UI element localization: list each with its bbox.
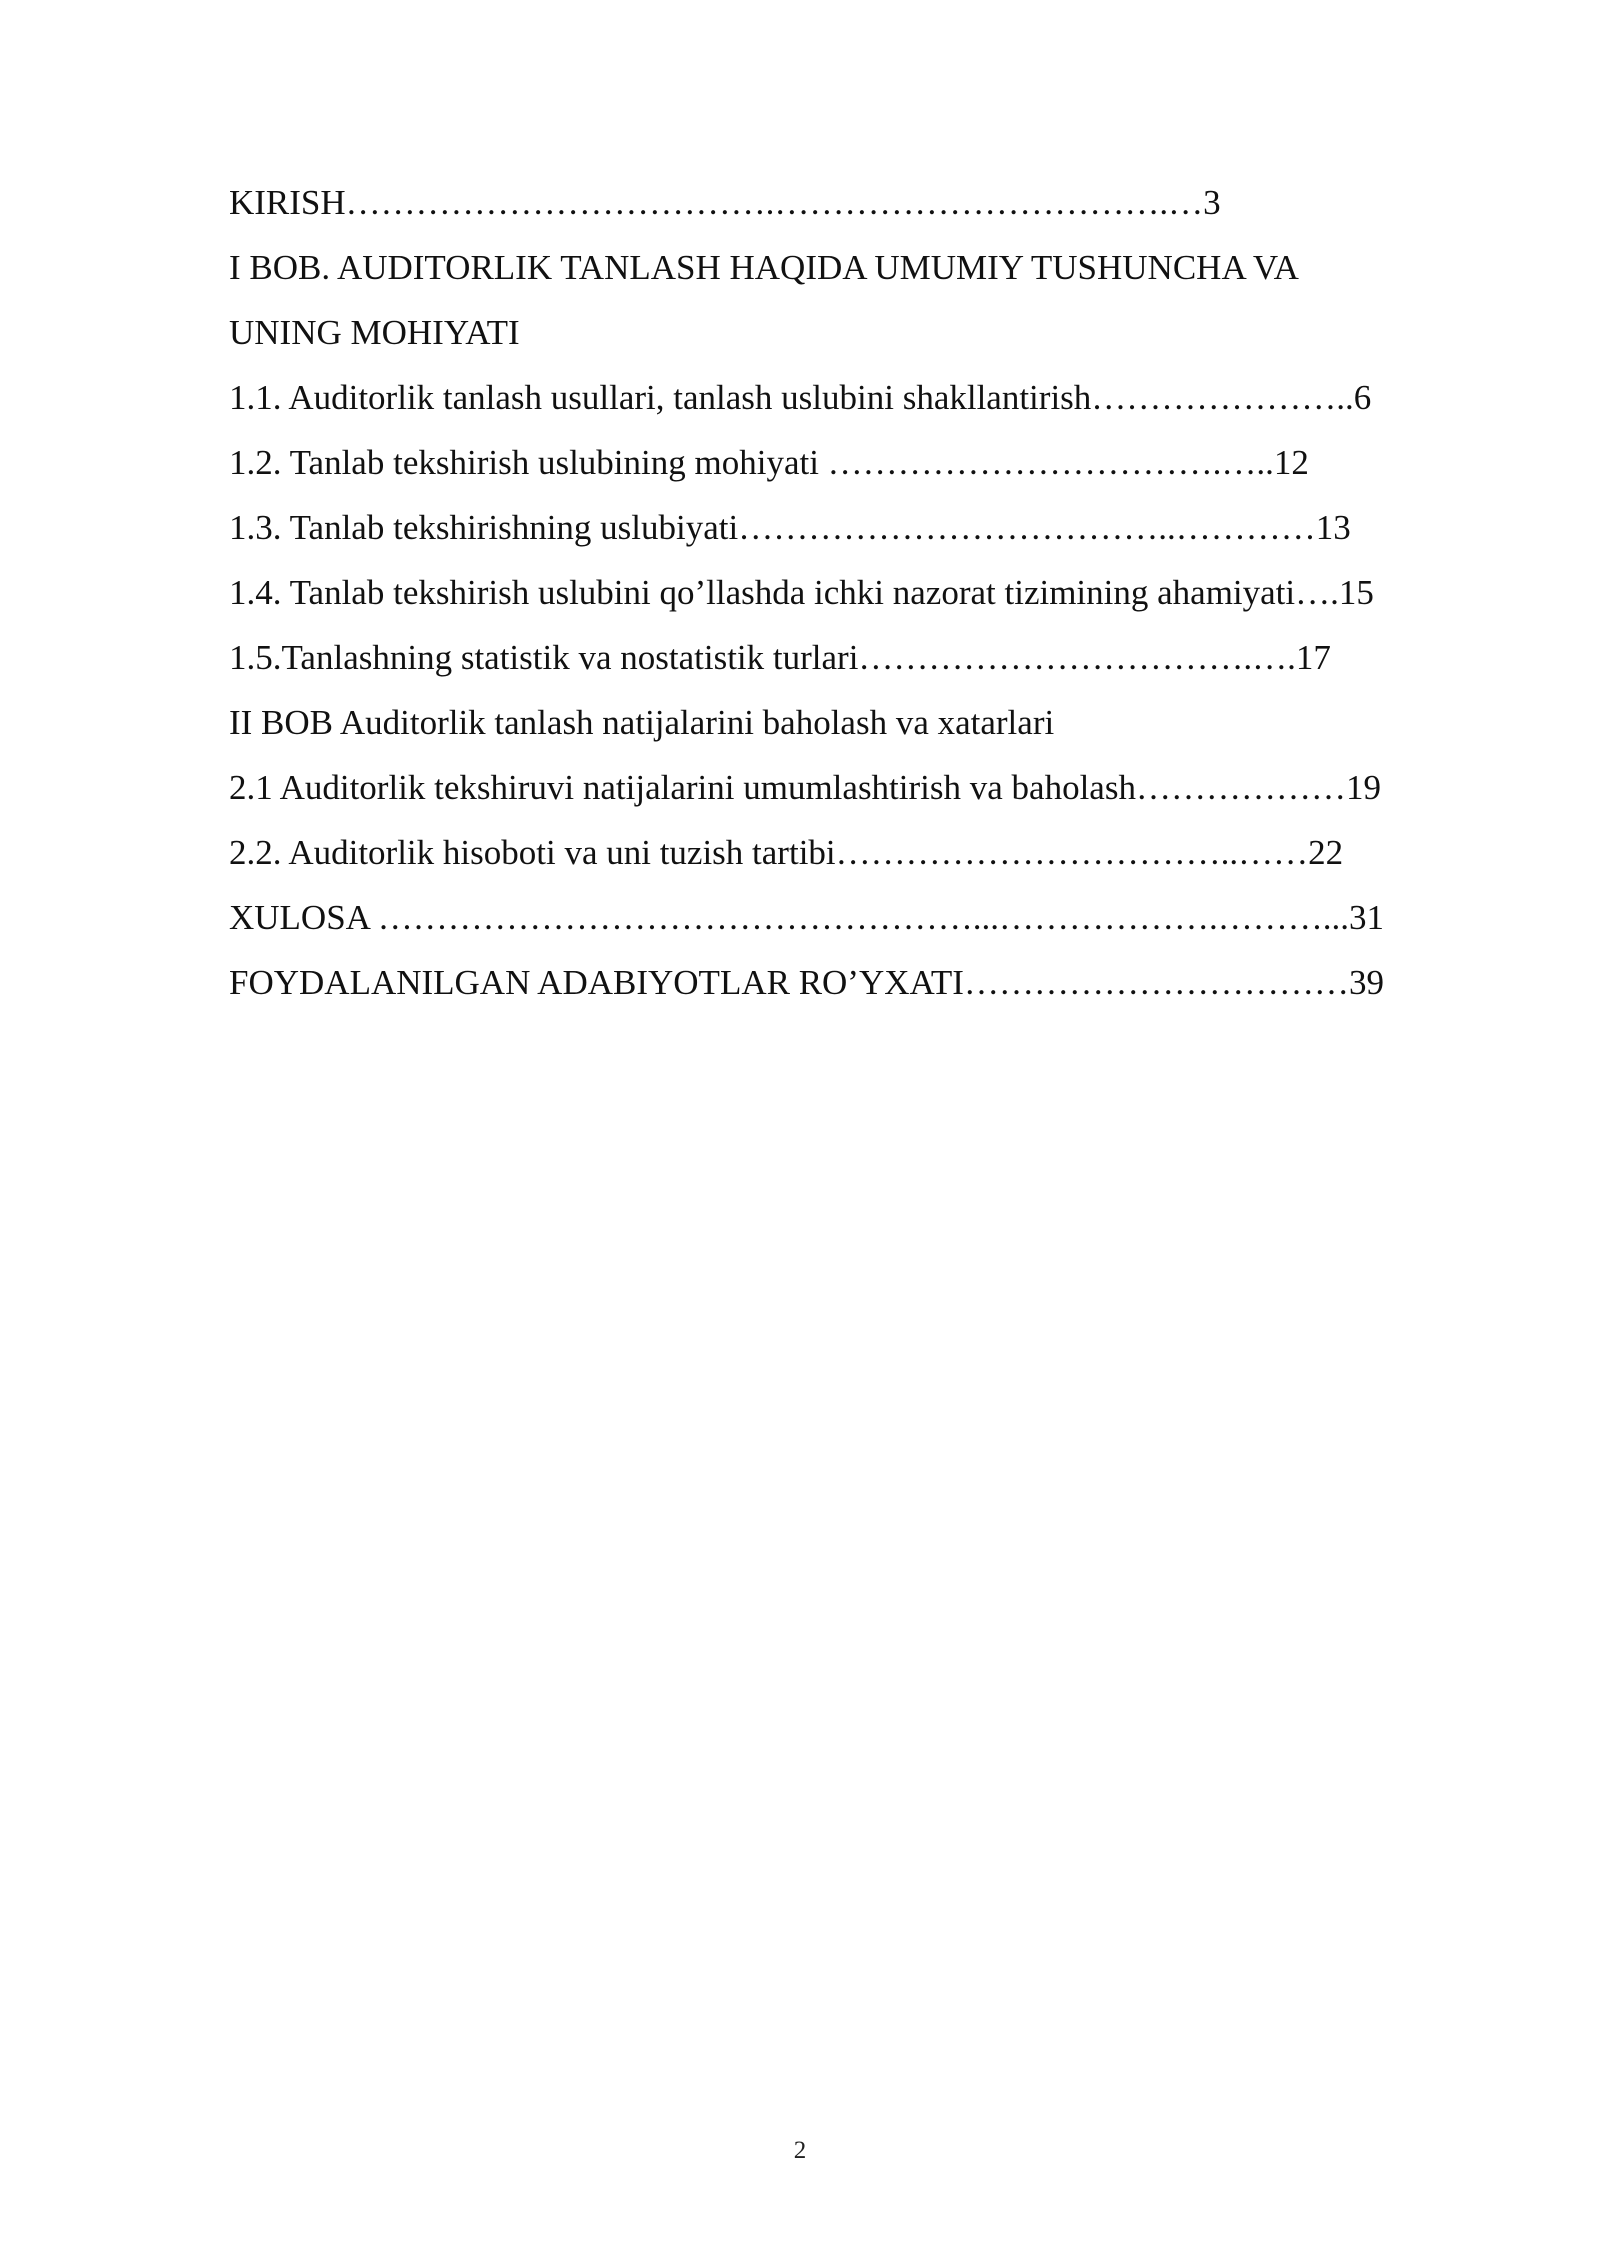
toc-entry-2-2: 2.2. Auditorlik hisoboti va uni tuzish tartibi……………………………..……22	[229, 833, 1344, 872]
toc-entry-1-4: 1.4. Tanlab tekshirish uslubini qo’llashda ichki nazorat tizimining ahamiyati….15	[229, 573, 1374, 612]
toc-entry-kirish: KIRISH……………………………….…………………………….…3	[229, 183, 1221, 222]
toc-entry-1-2: 1.2. Tanlab tekshirish uslubining mohiyati …………………………….…..12	[229, 443, 1309, 482]
toc-entry-1-5: 1.5.Tanlashning statistik va nostatistik turlari…………………………….….17	[229, 638, 1331, 677]
toc-entry-references: FOYDALANILGAN ADABIYOTLAR RO’YXATI……………………………39	[229, 963, 1384, 1002]
toc-entry-1-1: 1.1. Auditorlik tanlash usullari, tanlash uslubini shakllantirish…………………..6	[229, 378, 1372, 417]
table-of-contents	[229, 170, 1509, 1015]
toc-entry-xulosa: XULOSA ……………………………………………...……………….………...31	[229, 898, 1385, 937]
toc-entry-chapter-1-title-line-1: I BOB. AUDITORLIK TANLASH HAQIDA UMUMIY TUSHUNCHA VA	[229, 248, 1299, 287]
page-number: 2	[793, 2137, 807, 2164]
toc-entry-2-1: 2.1 Auditorlik tekshiruvi natijalarini umumlashtirish va baholash………………19	[229, 768, 1381, 807]
toc-entry-1-3: 1.3. Tanlab tekshirishning uslubiyati………………………………..…………13	[229, 508, 1351, 547]
toc-entry-chapter-2-title: II BOB Auditorlik tanlash natijalarini baholash va xatarlari	[229, 703, 1055, 742]
toc-entry-chapter-1-title-line-2: UNING MOHIYATI	[229, 313, 520, 352]
